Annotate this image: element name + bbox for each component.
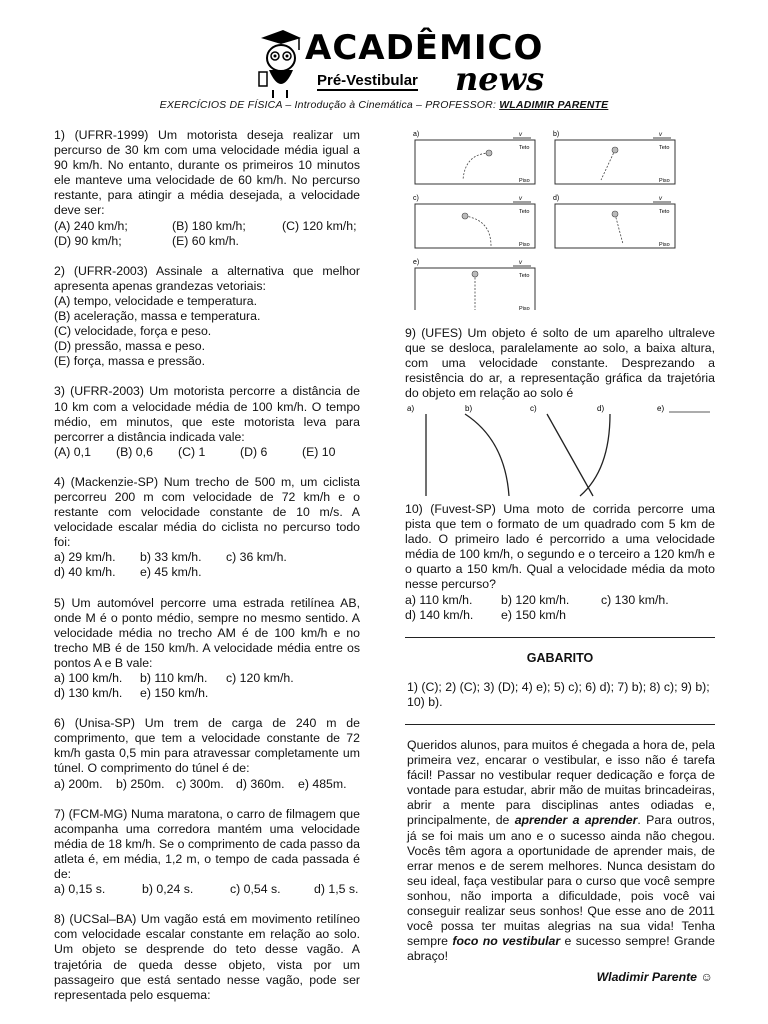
options-row (405, 608, 715, 623)
options-row (54, 309, 360, 324)
q9-label-d: d) (597, 404, 605, 413)
panel-label: d) (553, 195, 560, 202)
option: b) 110 km/h. (140, 671, 208, 685)
velocity-label: v (519, 132, 522, 138)
options-row (405, 593, 715, 608)
option: a) 0,15 s. (54, 882, 106, 897)
owl-mascot-icon (255, 28, 303, 98)
question-1 (54, 128, 360, 249)
falling-object (612, 211, 618, 217)
option: (E) 10 (302, 444, 336, 459)
options-row (54, 777, 360, 792)
velocity-label: v (519, 260, 522, 266)
options-row (54, 234, 360, 249)
question-9 (405, 326, 715, 401)
option: a) 200m. (54, 776, 103, 791)
option: d) 1,5 s. (314, 882, 359, 897)
options-row (54, 565, 360, 580)
option: (E) força, massa e pressão. (54, 354, 206, 369)
option: (E) 60 km/h. (172, 233, 239, 248)
options-row (54, 882, 360, 897)
question-text: 10) (Fuvest-SP) Uma moto de corrida percorre uma pista que tem o formato de um quadrado com 5 km de lado. O primeiro lado é percorrido a uma velocidade média de 100 km/h, o segundo e o terceiro a 120 km/h e o quarto a 150 km/h. Qual a velocidade média da moto nesse percurso? (405, 502, 715, 592)
panel-box (555, 204, 675, 248)
question-9-diagram (405, 400, 717, 502)
piso-label: Piso (519, 306, 530, 310)
options-row (54, 550, 360, 565)
signature: Wladimir Parente ☺ (596, 970, 713, 984)
logo-subtitle: Pré-Vestibular (317, 72, 418, 89)
logo-news: news (455, 60, 545, 98)
velocity-label: v (659, 196, 662, 202)
option: b) 250m. (116, 776, 165, 791)
option: (D) pressão, massa e peso. (54, 339, 206, 354)
q9-label-b: b) (465, 404, 473, 413)
question-text: 3) (UFRR-2003) Um motorista percorre a distância de 10 km com a velocidade média de 100 km/h. O tempo médio, em minutos, que este motorista leva para percorrer a distância indicada vale: (54, 384, 360, 444)
gabarito-answers: 1) (C); 2) (C); 3) (D); 4) e); 5) c); 6) d); 7) b); 8) c); 9) b); 10) b). (407, 680, 710, 710)
option: e) 150 km/h (501, 607, 566, 622)
falling-object (472, 271, 478, 277)
trajectory-b (465, 414, 509, 496)
teto-label: Teto (519, 145, 530, 151)
left-column (54, 128, 360, 1018)
panel-label: e) (413, 259, 420, 266)
velocity-label: v (659, 132, 662, 138)
divider (405, 637, 715, 638)
option: (B) 180 km/h; (172, 218, 246, 233)
question-text: 6) (Unisa-SP) Um trem de carga de 240 m de comprimento, que tem a velocidade constante de 72 km/h gasta 0,5 min para atravessar completamente um túnel. O comprimento do túnel é de: (54, 716, 360, 776)
option: e) 485m. (298, 776, 347, 791)
option: c) 300m. (176, 776, 224, 791)
question-10 (405, 502, 715, 623)
question-2 (54, 264, 360, 370)
option: a) 29 km/h. (54, 550, 116, 565)
option: e) 45 km/h. (140, 565, 202, 580)
option: (A) 240 km/h; (54, 218, 128, 233)
option: (C) 120 km/h; (282, 218, 357, 233)
option: (C) 1 (178, 444, 206, 459)
falling-object (612, 147, 618, 153)
option: (A) 0,1 (54, 444, 91, 459)
question-text: 8) (UCSal–BA) Um vagão está em movimento retilíneo com velocidade escalar constante em relação ao solo. Um objeto se desprende do teto desse vagão. A trajetória de queda desse objeto, vista por um passageiro que está sentado nesse vagão, pode ser representada pelo esquema: (54, 912, 360, 1002)
option: c) 120 km/h. (226, 671, 294, 685)
q9-label-c: c) (530, 404, 537, 413)
panel-box (555, 140, 675, 184)
velocity-label: v (519, 196, 522, 202)
trajectory-d (580, 414, 610, 496)
divider (405, 724, 715, 725)
question-text: 7) (FCM-MG) Numa maratona, o carro de filmagem que acompanha uma corredora mantém uma velocidade média de 18 km/h. Se o comprimento de cada passo da atleta é, em média, 1,2 m, o tempo de cada passada é de: (54, 806, 360, 882)
option: c) 130 km/h. (601, 592, 669, 607)
option: c) 0,54 s. (230, 882, 281, 897)
options-row (54, 686, 360, 701)
option: c) 36 km/h. (226, 550, 287, 565)
question-text: 5) Um automóvel percorre uma estrada retilínea AB, onde M é o ponto médio, sempre no mesmo sentido. A velocidade média no trecho AM é de 100 km/h e no trecho MB é de 150 km/h. A velocidade média entre os pontos A e B vale: (54, 595, 360, 670)
option: d) 40 km/h. (54, 565, 116, 580)
options-row (54, 671, 360, 686)
message-text: e sucesso sempre! Grande abraço! (407, 934, 715, 964)
teto-label: Teto (519, 273, 530, 279)
professor-name: WLADIMIR PARENTE (499, 99, 609, 111)
options-row (54, 339, 360, 354)
teto-label: Teto (659, 145, 670, 151)
options-row (54, 445, 360, 460)
option: e) 150 km/h. (140, 686, 209, 701)
options-row (54, 294, 360, 309)
question-text: 2) (UFRR-2003) Assinale a alternativa que melhor apresenta apenas grandezas vetoriais: (54, 263, 360, 293)
option: b) 33 km/h. (140, 550, 202, 565)
q8-panel-b (553, 131, 675, 184)
options-row (54, 219, 360, 234)
q9-label-a: a) (407, 404, 415, 413)
panel-label: a) (413, 131, 420, 138)
option: (B) aceleração, massa e temperatura. (54, 309, 261, 324)
message-paragraph (407, 738, 715, 964)
q8-panel-a (413, 131, 535, 184)
options-row (54, 324, 360, 339)
q8-panel-d (553, 195, 675, 248)
option: d) 130 km/h. (54, 686, 123, 701)
message-emphasis: aprender a aprender (514, 813, 638, 828)
question-4 (54, 475, 360, 581)
page-header (0, 99, 768, 111)
logo-title: ACADÊMICO (305, 28, 544, 68)
logo (255, 28, 545, 100)
option: b) 120 km/h. (501, 592, 570, 607)
gabarito-title: GABARITO (526, 651, 594, 665)
message-text: . Para outros, já se foi mais um ano e o sucesso ainda não chegou. Vocês têm agora a oportunidade de aprender mais, de errar menos e de serem melhores. Nunca desistam do seu ideal, faça vestibular para o curso que você sempre sonhou, não importa a dificuldade, pois você vai conseguir realizar seus sonhos! Que esse ano de 2011 você possa ter muitas alegrias na sua vida! Tenha sempre (407, 813, 715, 949)
option: b) 0,24 s. (142, 882, 194, 897)
piso-label: Piso (659, 242, 670, 248)
question-5 (54, 596, 360, 702)
option: (D) 6 (240, 444, 268, 459)
question-8 (54, 912, 360, 1003)
piso-label: Piso (659, 178, 670, 184)
question-6 (54, 716, 360, 791)
teto-label: Teto (519, 209, 530, 215)
message-text: Queridos alunos, para muitos é chegada a hora de, pela primeira vez, encarar o vestibular, e isso não é tarefa fácil! Passar no vestibular requer dedicação e força de vontade para estudar, abrir mão de muitas brincadeiras, abrir a mente para disciplinas antes odiadas e, principalmente, de (407, 738, 715, 828)
piso-label: Piso (519, 242, 530, 248)
falling-object (486, 150, 492, 156)
panel-label: c) (413, 195, 419, 202)
panel-box (415, 140, 535, 184)
panel-box (415, 204, 535, 248)
teto-label: Teto (659, 209, 670, 215)
question-3 (54, 384, 360, 459)
question-text: 4) (Mackenzie-SP) Num trecho de 500 m, um ciclista percorreu 200 m com velocidade de 72 km/h e o restante com velocidade constante de 10 m/s. A velocidade escalar média do ciclista no percurso todo foi: (54, 474, 360, 550)
option: a) 110 km/h. (405, 592, 473, 607)
panel-label: b) (553, 131, 560, 138)
option: (B) 0,6 (116, 444, 153, 459)
option: (A) tempo, velocidade e temperatura. (54, 293, 258, 308)
option: d) 360m. (236, 776, 285, 791)
q9-label-e: e) (657, 404, 665, 413)
q8-panel-e (413, 259, 535, 310)
header-text: EXERCÍCIOS DE FÍSICA – Introdução à Cinemática – PROFESSOR: (159, 99, 500, 111)
option: (D) 90 km/h; (54, 233, 122, 248)
question-7 (54, 807, 360, 898)
q8-panel-c (413, 195, 535, 248)
piso-label: Piso (519, 178, 530, 184)
q8-panels (413, 130, 723, 310)
question-text: 1) (UFRR-1999) Um motorista deseja realizar um percurso de 30 km com uma velocidade média igual a 90 km/h. No entanto, durante os primeiros 10 minutos ele manteve uma velocidade de 60 km/h. No percurso restante, para atingir a média desejada, a velocidade deve ser: (54, 128, 360, 218)
question-text: 9) (UFES) Um objeto é solto de um aparelho ultraleve que se desloca, paralelamente ao solo, a baixa altura, com uma velocidade constante. Desprezando a resistência do ar, a representação gráfica da trajetória do objeto em relação ao solo é (405, 326, 715, 401)
option: d) 140 km/h. (405, 607, 474, 622)
trajectory-c (547, 414, 593, 496)
falling-object (462, 213, 468, 219)
options-row (54, 354, 360, 369)
message-emphasis: foco no vestibular (452, 934, 561, 949)
option: (C) velocidade, força e peso. (54, 324, 212, 339)
option: a) 100 km/h. (54, 671, 123, 685)
